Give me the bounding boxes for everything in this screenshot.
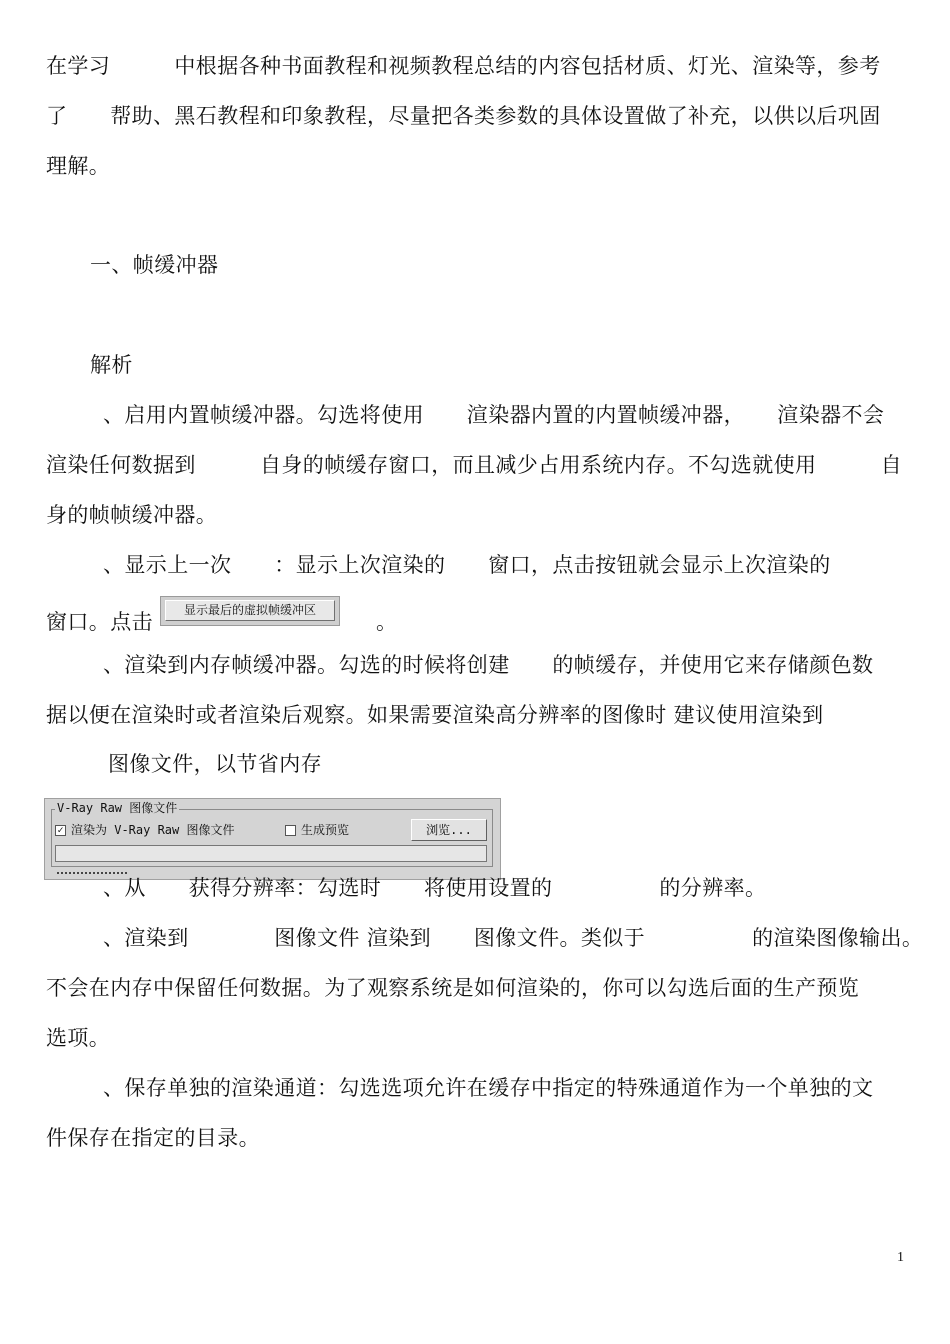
show-last-vfb-button-screenshot [160,596,340,626]
text-line-12: 据以便在渲染时或者渲染后观察。如果需要渲染高分辨率的图像时 建议使用渲染到 [46,703,824,727]
text-line-11: 、渲染到内存帧缓冲器。勾选的时候将创建 的帧缓存，并使用它来存储颜色数 [103,653,874,677]
text-line-15: 、渲染到 图像文件 渲染到 图像文件。类似于 的渲染图像输出。 [103,926,924,950]
text-line-14: 、从 获得分辨率：勾选时 将使用设置的 的分辨率。 [103,876,767,900]
text-line-6: 、启用内置帧缓冲器。勾选将使用 渲染器内置的内置帧缓冲器， 渲染器不会 [103,403,885,427]
text-line-10: 窗口。点击 [46,610,153,634]
text-line-2: 了 帮助、黑石教程和印象教程，尽量把各类参数的具体设置做了补充，以供以后巩固 [46,104,881,128]
show-last-vfb-label: 显示最后的虚拟帧缓冲区 [165,600,335,621]
subheading: 解析 [90,353,133,377]
text-line-8: 身的帧帧缓冲器。 [46,503,218,527]
text-line-19: 件保存在指定的目录。 [46,1126,260,1150]
text-line-16: 不会在内存中保留任何数据。为了观察系统是如何渲染的，你可以勾选后面的生产预览 [46,976,860,1000]
text-line-17: 选项。 [46,1026,111,1050]
text-line-10-end: 。 [376,610,398,634]
text-line-18: 、保存单独的渲染通道：勾选选项允许在缓存中指定的特殊通道作为一个单独的文 [103,1076,874,1100]
vray-raw-title: V-Ray Raw 图像文件 [57,801,178,815]
raw-file-path-field [55,845,487,862]
generate-preview-label: 生成预览 [301,823,350,837]
text-line-1: 在学习 中根据各种书面教程和视频教程总结的内容包括材质、灯光、渲染等，参考 [46,54,881,78]
render-to-raw-label: 渲染为 V-Ray Raw 图像文件 [71,823,235,837]
vray-raw-panel-screenshot [44,798,501,880]
text-line-9: 、显示上一次 ：显示上次渲染的 窗口，点击按钮就会显示上次渲染的 [103,553,831,577]
text-line-13: 图像文件，以节省内存 [108,752,322,776]
browse-button: 浏览... [411,819,487,841]
render-to-raw-checkbox: ✓ [55,825,66,836]
text-line-7: 渲染任何数据到 自身的帧缓存窗口，而且减少占用系统内存。不勾选就使用 自 [46,453,902,477]
generate-preview-checkbox [285,825,296,836]
page-number: 1 [897,1250,904,1265]
section-heading: 一、帧缓冲器 [90,253,219,277]
text-line-3: 理解。 [46,154,111,178]
